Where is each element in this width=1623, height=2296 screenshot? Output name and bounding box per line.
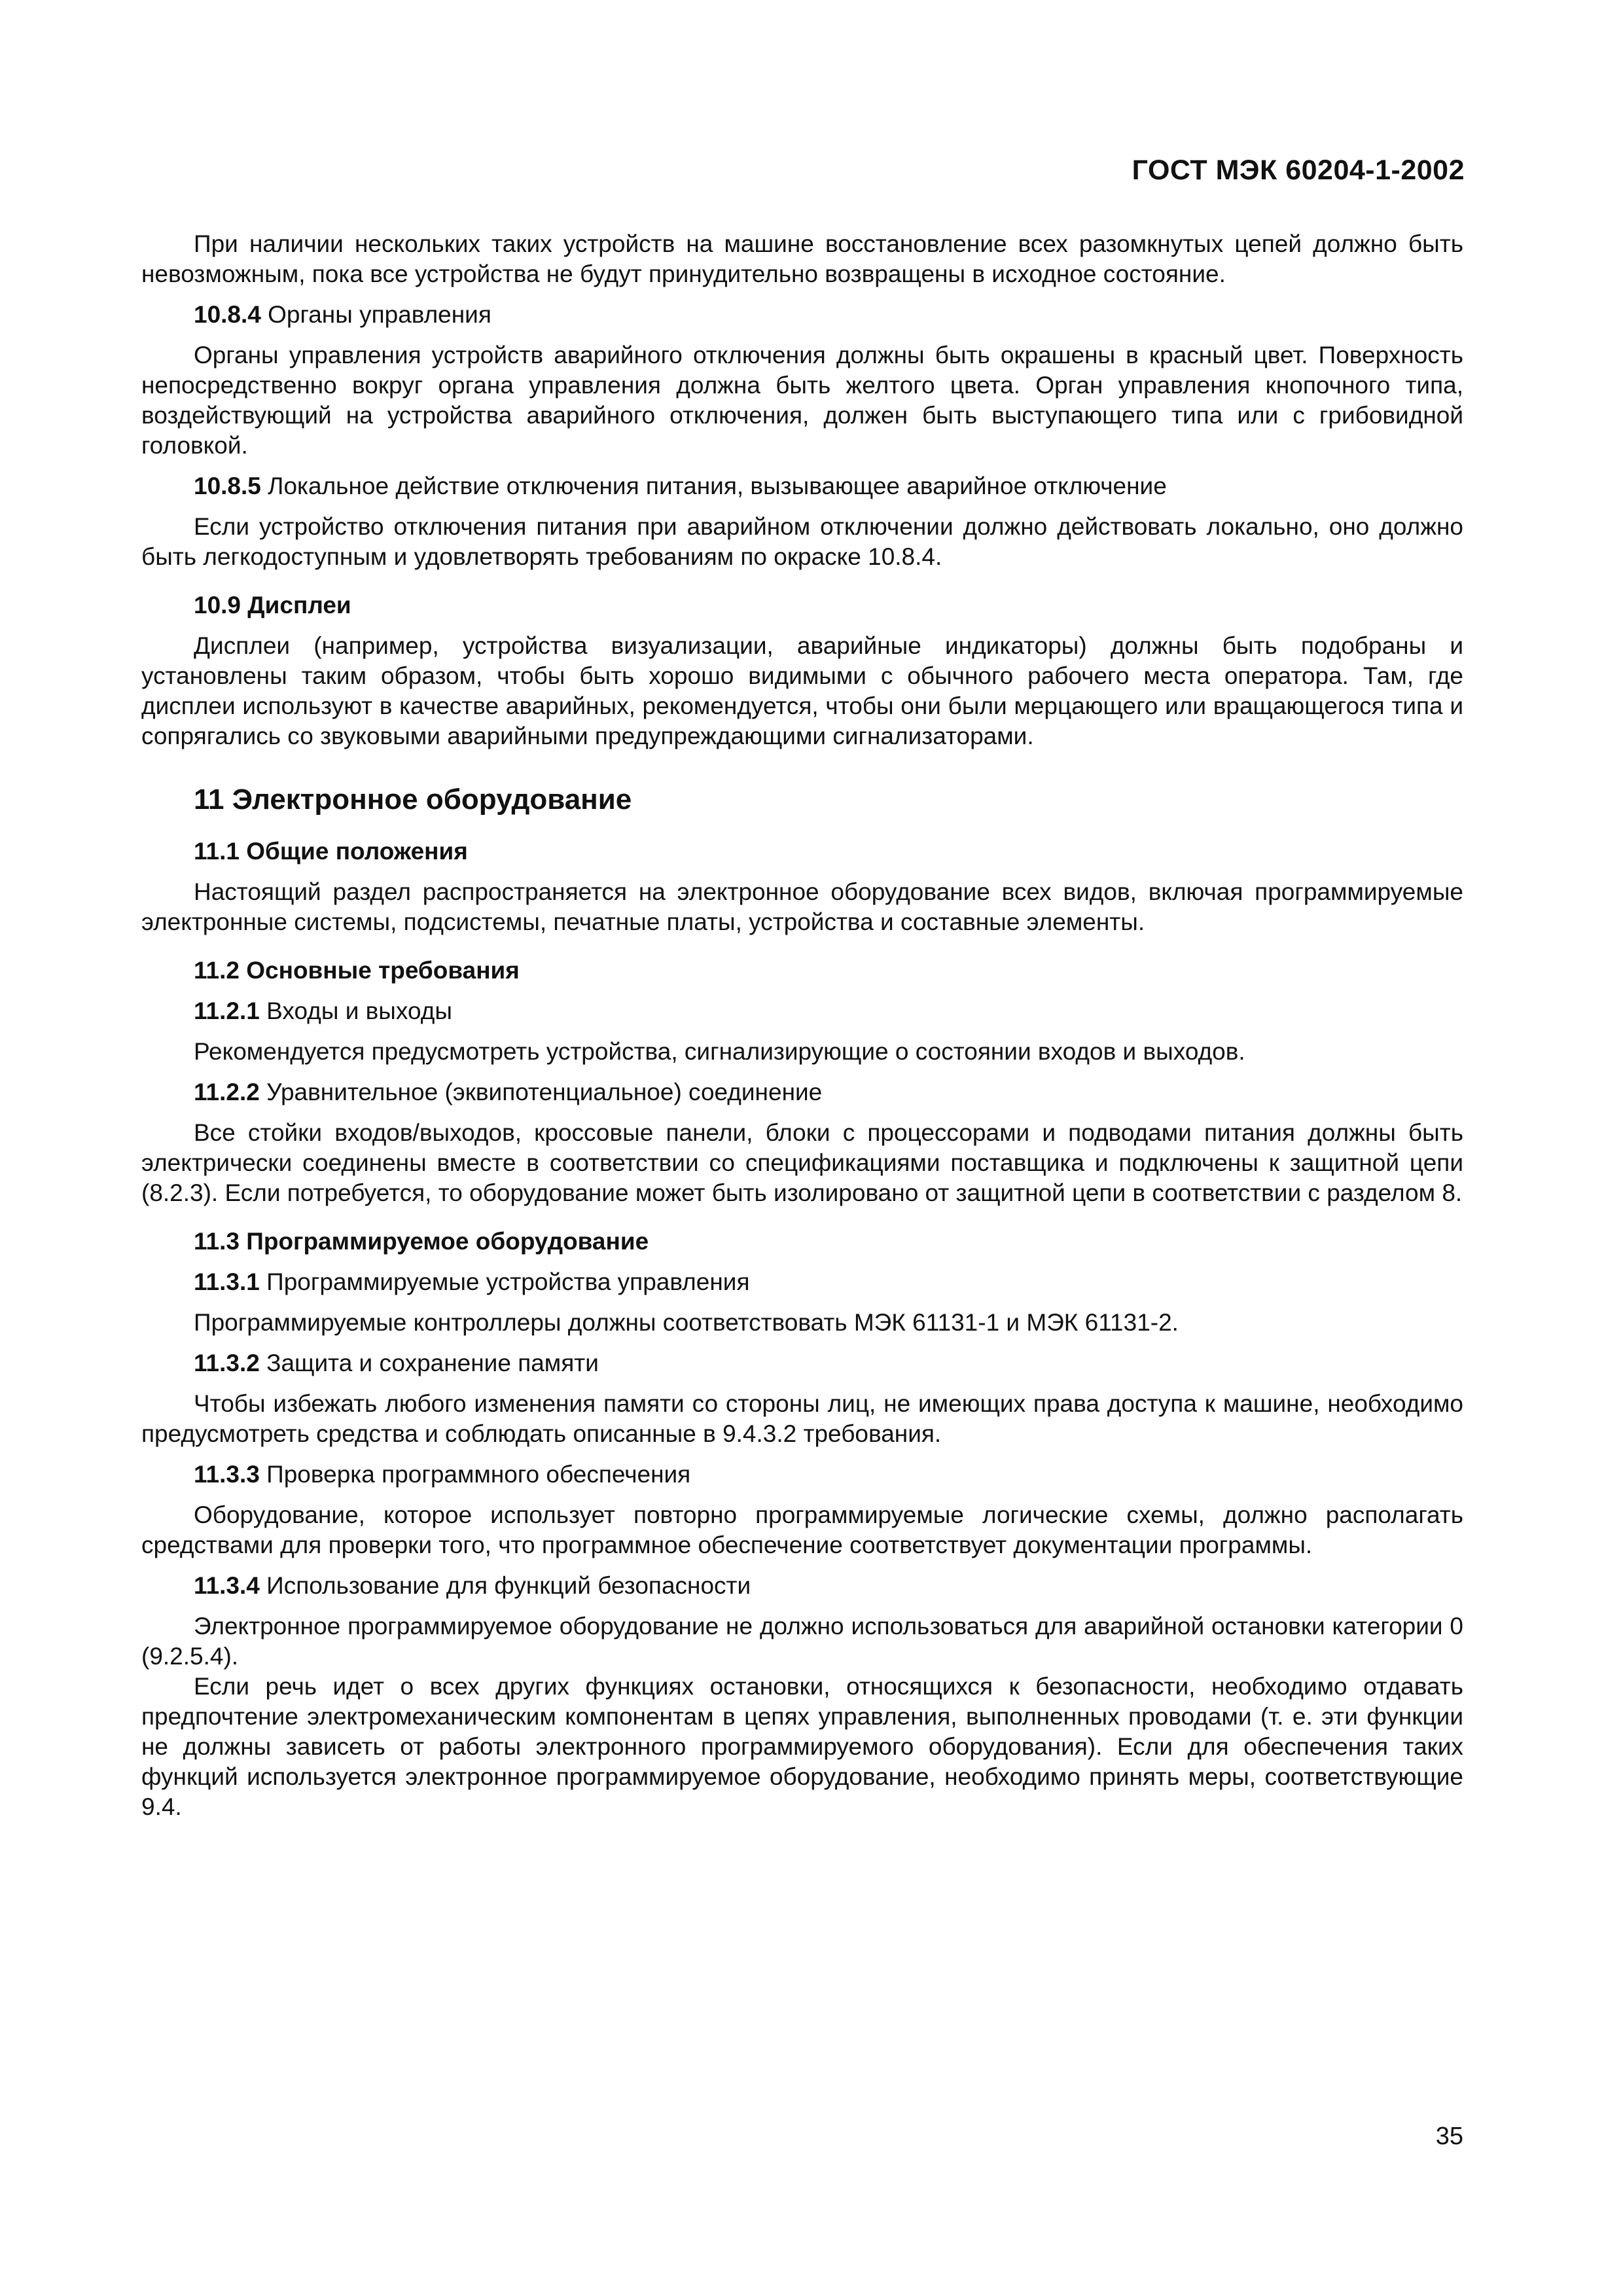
page-number: 35 [1435, 2123, 1463, 2150]
paragraph: Электронное программируемое оборудование не должно использоваться для аварийной остановки категории 0 (9.2.5.4). [141, 1613, 1463, 1670]
clause-heading-11-2-2 [141, 1077, 1463, 1107]
section-heading-11-2: 11.2 Основные требования [194, 957, 520, 984]
clause-number: 11.3.3 [194, 1461, 260, 1488]
clause-number: 10.8.4 [194, 301, 261, 328]
section-title-11: 11 Электронное оборудование [194, 783, 632, 816]
section-heading-11-1: 11.1 Общие положения [194, 838, 468, 865]
paragraph: Настоящий раздел распространяется на электронное оборудование всех видов, включая программируемые электронные системы, подсистемы, печатные платы, устройства и составные элементы. [141, 878, 1463, 935]
clause-heading-11-3-2 [141, 1348, 1463, 1378]
clause-number: 11.3.2 [194, 1350, 260, 1376]
paragraph: Чтобы избежать любого изменения памяти со стороны лиц, не имеющих права доступа к машине, необходимо предусмотреть средства и соблюдать описанные в 9.4.3.2 требования. [141, 1390, 1463, 1447]
clause-title: Программируемые устройства управления [266, 1268, 750, 1295]
clause-heading-10-8-4 [141, 300, 1463, 330]
clause-title: Входы и выходы [266, 997, 452, 1024]
clause-heading-11-2-1 [141, 996, 1463, 1026]
clause-title: Проверка программного обеспечения [266, 1461, 691, 1488]
clause-heading-11-3-4 [141, 1571, 1463, 1601]
paragraph: Если речь идет о всех других функциях остановки, относящихся к безопасности, необходимо отдавать предпочтение электромеханическим компонентам в цепях управления, выполненных проводами (т. е. эти функции не должны зависеть от работы электронного программируемого оборудования). Если для обеспечения таких функций используется электронное программируемое оборудование, необходимо принять меры, соответствующие 9.4. [141, 1673, 1463, 1820]
paragraph: Дисплеи (например, устройства визуализации, аварийные индикаторы) должны быть подобраны и установлены таким образом, чтобы быть хорошо видимыми с обычного рабочего места оператора. Там, где дисплеи используют в качестве аварийных, рекомендуется, чтобы они были мерцающего или вращающегося типа и сопрягались со звуковыми аварийными предупреждающими сигнализаторами. [141, 632, 1463, 749]
paragraph: Оборудование, которое использует повторно программируемые логические схемы, должно располагать средствами для проверки того, что программное обеспечение соответствует документации программы. [141, 1501, 1463, 1558]
clause-number: 11.2.2 [194, 1079, 260, 1105]
clause-title: Локальное действие отключения питания, вызывающее аварийное отключение [268, 473, 1167, 499]
paragraph: Все стойки входов/выходов, кроссовые панели, блоки с процессорами и подводами питания должны быть электрически соединены вместе в соответствии со спецификациями поставщика и подключены к защитной цепи (8.2.3). Если потребуется, то оборудование может быть изолировано от защитной цепи в соответствии с разделом 8. [141, 1119, 1463, 1206]
clause-number: 11.3.4 [194, 1572, 260, 1599]
document-body [141, 229, 1463, 1822]
clause-number: 11.3.1 [194, 1268, 260, 1295]
paragraph: Программируемые контроллеры должны соответствовать МЭК 61131-1 и МЭК 61131-2. [194, 1309, 1179, 1336]
clause-number: 10.8.5 [194, 473, 261, 499]
clause-title: Защита и сохранение памяти [266, 1350, 599, 1376]
clause-number: 11.2.1 [194, 997, 260, 1024]
section-heading-10-9: 10.9 Дисплеи [194, 592, 351, 619]
clause-title: Уравнительное (эквипотенциальное) соединение [266, 1079, 823, 1105]
standard-code-header: ГОСТ МЭК 60204-1-2002 [1132, 154, 1465, 186]
clause-title: Использование для функций безопасности [266, 1572, 751, 1599]
clause-title: Органы управления [268, 301, 491, 328]
clause-heading-11-3-3 [141, 1460, 1463, 1490]
paragraph: Органы управления устройств аварийного отключения должны быть окрашены в красный цвет. Поверхность непосредственно вокруг органа управления должна быть желтого цвета. Орган управления кнопочного типа, воздействующий на устройства аварийного отключения, должен быть выступающего типа или с грибовидной головкой. [141, 342, 1463, 459]
paragraph: Если устройство отключения питания при аварийном отключении должно действовать локально, оно должно быть легкодоступным и удовлетворять требованиям по окраске 10.8.4. [141, 513, 1463, 570]
clause-heading-10-8-5 [141, 471, 1463, 501]
paragraph: Рекомендуется предусмотреть устройства, сигнализирующие о состоянии входов и выходов. [194, 1038, 1245, 1065]
paragraph: При наличии нескольких таких устройств на машине восстановление всех разомкнутых цепей должно быть невозможным, пока все устройства не будут принудительно возвращены в исходное состояние. [141, 230, 1463, 287]
clause-heading-11-3-1 [141, 1267, 1463, 1297]
section-heading-11-3: 11.3 Программируемое оборудование [194, 1228, 649, 1255]
